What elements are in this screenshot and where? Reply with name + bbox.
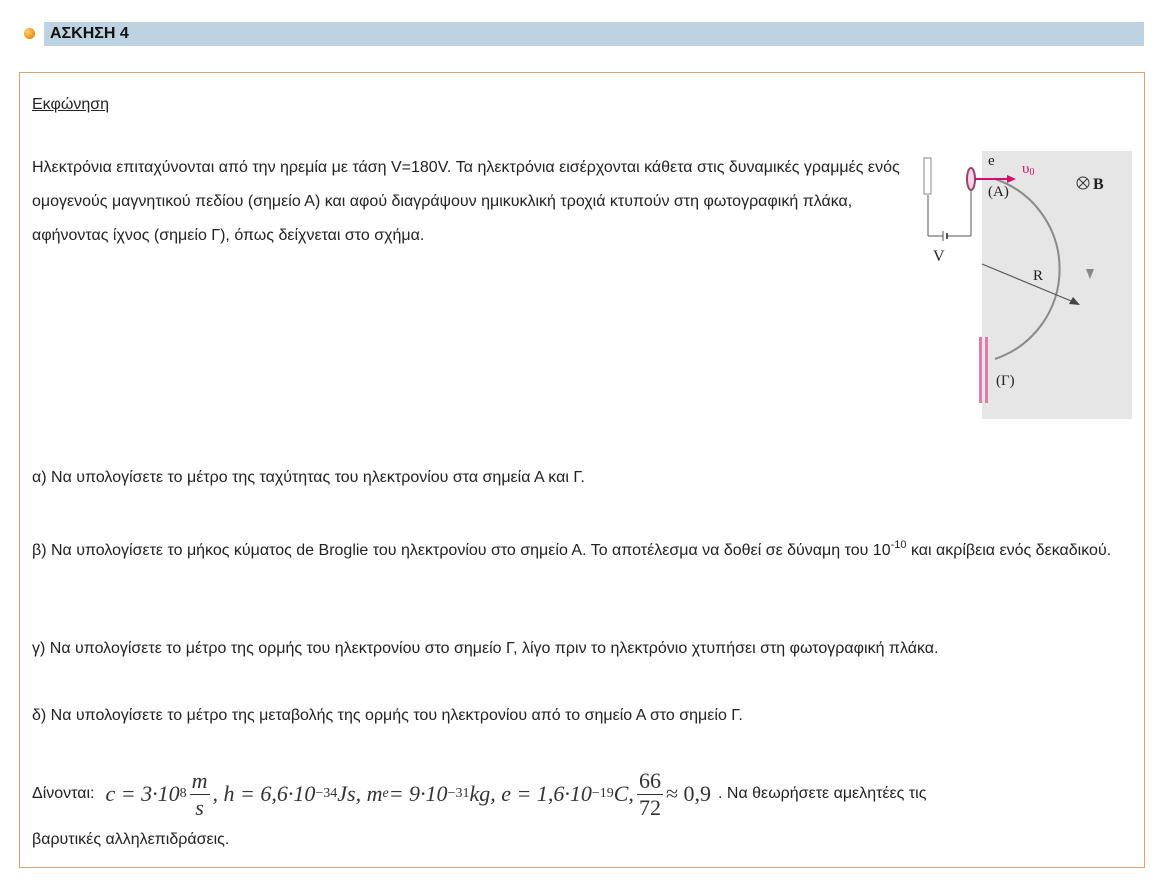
- anode-ring: [967, 168, 975, 190]
- given-tail: . Να θεωρήσετε αμελητέες τις: [718, 785, 927, 802]
- label-v0: υ0: [1022, 161, 1035, 178]
- label-B: B: [1093, 176, 1104, 193]
- photographic-plate-right: [985, 337, 988, 403]
- question-d: δ) Να υπολογίσετε το μέτρο της μεταβολής της ορμής του ηλεκτρονίου από το σημείο Α στο σημείο Γ.: [32, 707, 743, 724]
- magnetic-field-diagram: [918, 151, 1132, 419]
- section-header-bar: [44, 22, 1144, 46]
- label-V: V: [933, 248, 945, 265]
- exercise-title: ΑΣΚΗΣΗ 4: [50, 25, 129, 42]
- constants-formula: c = 3·10 8 $\frac{m}{s}$ , h = 6,6·10 −34 Js, m e = 9·10 −31 kg, e = 1,6·10 −19 C, $\frac{66}{72}$ ≈ 0,9: [105, 767, 712, 820]
- problem-statement: Ηλεκτρόνια επιταχύνονται από την ηρεμία με τάση V=180V. Τα ηλεκτρόνια εισέρχονται κάθετα στις δυναμικές γραμμές ενός ομογενούς μαγνητικού πεδίου (σημείο Α) και αφού διαγράψουν ημικυκλική τροχιά κτυπούν στη φωτογραφική πλάκα, αφήνοντας ίχνος (σημείο Γ), όπως δείχνεται στο σχήμα.: [32, 159, 900, 244]
- label-R: R: [1033, 268, 1044, 284]
- question-b: β) Να υπολογίσετε το μήκος κύματος de Broglie του ηλεκτρονίου στο σημείο Α. Το αποτέλεσμα να δοθεί σε δύναμη του $10^{-10}$ και ακρίβεια ενός δεκαδικού.: [32, 539, 1112, 559]
- given-constants: [32, 764, 1137, 824]
- unit-fraction: $\frac{m}{s}$: [191, 767, 208, 820]
- question-c: γ) Να υπολογίσετε το μέτρο της ορμής του ηλεκτρονίου στο σημείο Γ, λίγο πριν το ηλεκτρόνιο χτυπήσει στη φωτογραφική πλάκα.: [32, 640, 939, 657]
- photographic-plate-left: [979, 337, 982, 403]
- given-label: Δίνονται:: [32, 785, 95, 802]
- ratio-fraction: $\frac{66}{72}$: [638, 767, 661, 820]
- exponent: -10: [890, 539, 907, 551]
- bullet-icon: [24, 28, 35, 39]
- label-e: e: [988, 153, 995, 169]
- question-a: α) Να υπολογίσετε το μέτρο της ταχύτητας του ηλεκτρονίου στα σημεία Α και Γ.: [32, 469, 585, 486]
- label-A: (A): [988, 184, 1009, 200]
- given-last-line: βαρυτικές αλληλεπιδράσεις.: [32, 831, 230, 848]
- label-gamma: (Γ): [996, 373, 1015, 389]
- cathode-plate: [924, 158, 931, 194]
- statement-heading: Εκφώνηση: [32, 96, 110, 113]
